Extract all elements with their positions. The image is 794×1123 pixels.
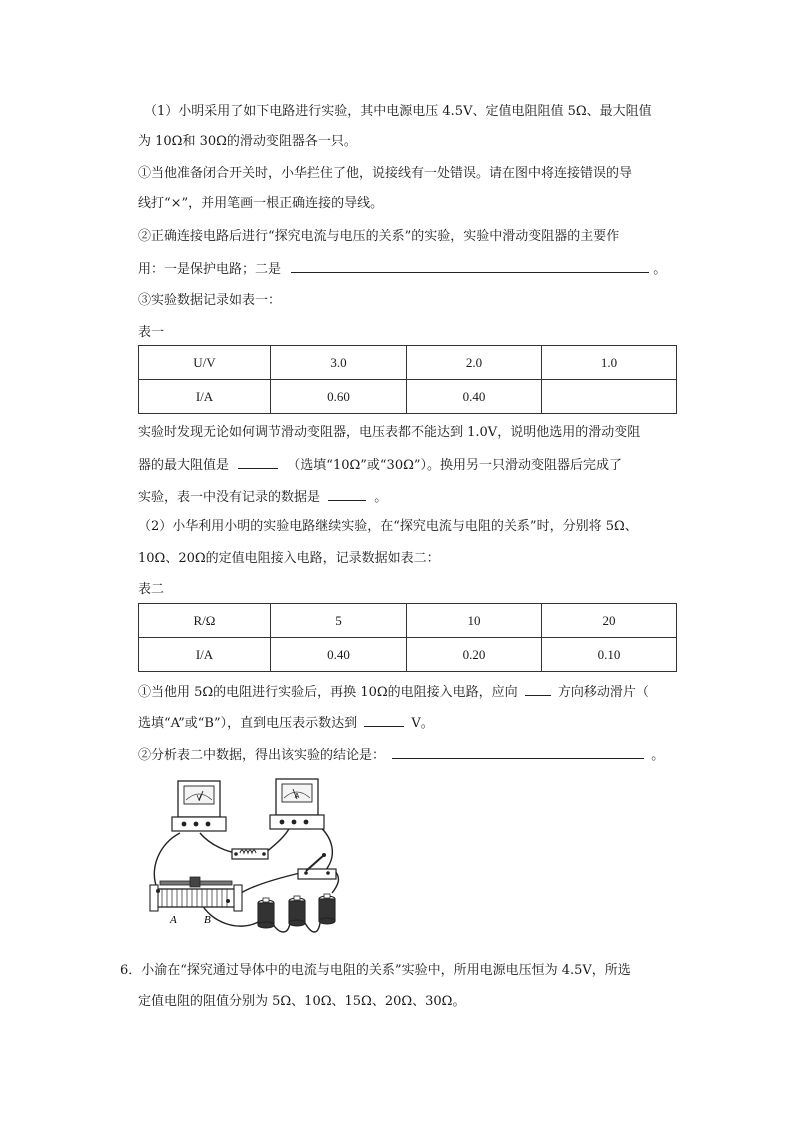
- question4-line1: [138, 681, 649, 703]
- table-cell: 2.0: [407, 346, 542, 380]
- answer-blank-direction[interactable]: [525, 681, 551, 696]
- question4-line2-suffix: V。: [411, 716, 434, 731]
- after-table1-line1: 实验时发现无论如何调节滑动变阻器，电压表都不能达到 1.0V，说明他选用的滑动变阻: [138, 425, 641, 440]
- wire[interactable]: [305, 923, 320, 932]
- after-table1-line2-suffix: （选填“10Ω”或“30Ω”）。换用另一只滑动变阻器后完成了: [287, 458, 623, 473]
- table-cell: 0.10: [542, 638, 677, 672]
- table-cell: 20: [542, 604, 677, 638]
- part1-text-line1: （1）小明采用了如下电路进行实验，其中电源电压 4.5V、定值电阻阻值 5Ω、最大阻值: [144, 104, 652, 119]
- table-cell: 5: [271, 604, 407, 638]
- after-table1-line3-suffix: 。: [374, 490, 388, 505]
- question6-line2: 定值电阻的阻值分别为 5Ω、10Ω、15Ω、20Ω、30Ω。: [138, 994, 466, 1009]
- ammeter[interactable]: [270, 779, 324, 829]
- part2-text-line2: 10Ω、20Ω的定值电阻接入电路，记录数据如表二：: [138, 551, 440, 566]
- question4-line2: [138, 712, 434, 734]
- part1-text-line2: 为 10Ω和 30Ω的滑动变阻器各一只。: [138, 134, 357, 149]
- table2-header-i: I/A: [139, 638, 271, 672]
- question3-text: ③实验数据记录如表一：: [138, 293, 282, 308]
- answer-blank-voltage[interactable]: [364, 712, 404, 727]
- question5-prefix: ②分析表二中数据，得出该实验的结论是：: [138, 748, 386, 763]
- after-table1-line2: [138, 454, 622, 476]
- table-cell: 3.0: [271, 346, 407, 380]
- table-row: [139, 638, 677, 672]
- question1-text-line1: ①当他准备闭合开关时，小华拦住了他，说接线有一处错误。请在图中将连接错误的导: [138, 166, 633, 181]
- table1-header-i: I/A: [139, 380, 271, 414]
- question4-line2-prefix: 选填“A”或“B”），直到电压表示数达到: [138, 716, 358, 731]
- wire[interactable]: [272, 923, 290, 932]
- rheostat-end-a-label: A: [170, 914, 177, 926]
- rheostat-end-b-label: B: [204, 914, 211, 926]
- battery-cell[interactable]: [289, 896, 305, 926]
- table-cell: 0.20: [407, 638, 542, 672]
- table-cell: 0.40: [407, 380, 542, 414]
- table2-header-r: R/Ω: [139, 604, 271, 638]
- question4-line1-suffix: 方向移动滑片（: [557, 685, 649, 700]
- question2-prefix: 用：一是保护电路；二是: [138, 262, 282, 277]
- circuit-diagram[interactable]: [140, 773, 360, 941]
- question1-text-line2: 线打“×”，并用笔画一根正确连接的导线。: [138, 196, 384, 211]
- table2-caption: 表二: [138, 582, 165, 597]
- after-table1-line3: [138, 486, 387, 508]
- question2-text-line1: ②正确连接电路后进行“探究电流与电压的关系”的实验，实验中滑动变阻器的主要作: [138, 229, 620, 244]
- question5-suffix: 。: [651, 748, 665, 763]
- answer-blank-max-resistance[interactable]: [238, 454, 278, 469]
- question5-line: [138, 744, 664, 766]
- voltmeter[interactable]: [172, 781, 226, 831]
- after-table1-line3-prefix: 实验，表一中没有记录的数据是: [138, 490, 321, 505]
- knife-switch[interactable]: [298, 853, 336, 879]
- battery-cell[interactable]: [258, 898, 274, 928]
- question2-suffix: 。: [653, 262, 667, 277]
- sliding-rheostat[interactable]: [150, 877, 242, 911]
- table-row: [139, 380, 677, 414]
- answer-blank-conclusion[interactable]: [392, 744, 644, 759]
- table1-caption: 表一: [138, 325, 165, 340]
- table2: [138, 603, 677, 672]
- question2-text-line2: [138, 258, 666, 280]
- table-cell: 0.40: [271, 638, 407, 672]
- battery-cell[interactable]: [319, 894, 335, 924]
- question4-line1-prefix: ①当他用 5Ω的电阻进行实验后，再换 10Ω的电阻接入电路，应向: [138, 685, 518, 700]
- table-row: [139, 604, 677, 638]
- ammeter-label: A: [294, 793, 300, 800]
- fixed-resistor[interactable]: [232, 849, 268, 859]
- table-cell-empty[interactable]: [542, 380, 677, 414]
- answer-blank-missing-data[interactable]: [328, 486, 366, 501]
- table-cell: 1.0: [542, 346, 677, 380]
- part2-text-line1: （2）小华利用小明的实验电路继续实验，在“探究电流与电阻的关系”时，分别将 5Ω、: [138, 519, 638, 534]
- question6-line1: 6．小渝在“探究通过导体中的电流与电阻的关系”实验中，所用电源电压恒为 4.5V，所选: [120, 963, 631, 978]
- voltmeter-label: V: [196, 795, 202, 802]
- after-table1-line2-prefix: 器的最大阻值是: [138, 458, 230, 473]
- answer-blank-rheostat-role[interactable]: [291, 258, 649, 273]
- table-cell: 10: [407, 604, 542, 638]
- table-cell: 0.60: [271, 380, 407, 414]
- table-row: [139, 346, 677, 380]
- table1-header-u: U/V: [139, 346, 271, 380]
- table1: [138, 345, 677, 414]
